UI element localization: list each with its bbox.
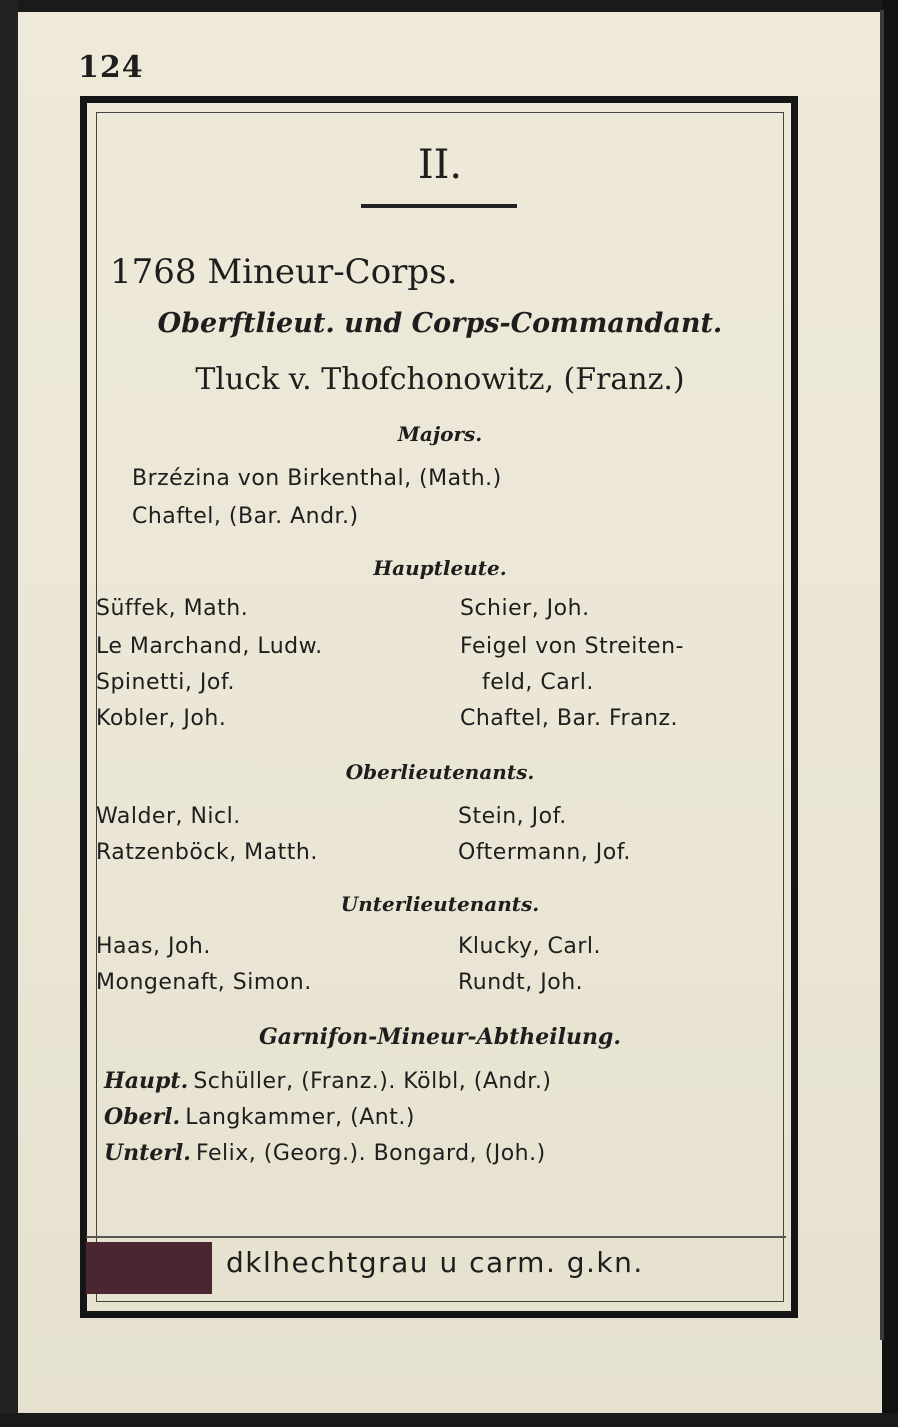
scan-edge-bottom bbox=[0, 1413, 898, 1427]
unterlieutenant-left-2: Mongenaft, Simon. bbox=[96, 970, 312, 995]
scan-edge-shadow bbox=[880, 10, 884, 1340]
oberlieutenant-left-2: Ratzenböck, Matth. bbox=[96, 840, 318, 865]
uniform-colors-note: dklhechtgrau u carm. g.kn. bbox=[226, 1246, 644, 1279]
commander-rank: Oberftlieut. und Corps-Commandant. bbox=[157, 308, 723, 339]
hauptmann-right-2: Feigel von Streiten- bbox=[460, 634, 684, 659]
oberlieutenant-right-1: Stein, Jof. bbox=[458, 804, 567, 829]
garnison-row-3 bbox=[104, 1140, 546, 1166]
hauptmann-right-4: Chaftel, Bar. Franz. bbox=[460, 706, 679, 731]
garnison-rank-unterlieutenant: Unterl. bbox=[104, 1140, 191, 1166]
garnison-names-unterlieutenant: Felix, (Georg.). Bongard, (Joh.) bbox=[196, 1141, 546, 1166]
scan-edge-right bbox=[882, 0, 898, 1427]
section-title-hauptleute: Hauptleute. bbox=[373, 556, 507, 580]
footer-rule bbox=[86, 1236, 786, 1238]
unterlieutenant-left-1: Haas, Joh. bbox=[96, 934, 211, 959]
oberlieutenant-left-1: Walder, Nicl. bbox=[96, 804, 241, 829]
section-heading: II. bbox=[417, 142, 463, 188]
garnison-row-2 bbox=[104, 1104, 415, 1130]
section-title-unterlieutenants: Unterlieutenants. bbox=[340, 892, 540, 916]
major-2: Chaftel, (Bar. Andr.) bbox=[132, 504, 359, 529]
hauptmann-right-1: Schier, Joh. bbox=[460, 596, 590, 621]
oberlieutenant-right-2: Oftermann, Jof. bbox=[458, 840, 631, 865]
major-1: Brzézina von Birkenthal, (Math.) bbox=[132, 466, 502, 491]
color-swatch bbox=[86, 1242, 212, 1294]
hauptmann-left-1: Süffek, Math. bbox=[96, 596, 249, 621]
section-title-majors: Majors. bbox=[397, 422, 483, 446]
hauptmann-left-3: Spinetti, Jof. bbox=[96, 670, 235, 695]
page-number: 124 bbox=[78, 50, 144, 85]
commander-name: Tluck v. Thofchonowitz, (Franz.) bbox=[195, 362, 685, 397]
corps-title: 1768 Mineur-Corps. bbox=[110, 252, 458, 292]
hauptmann-left-4: Kobler, Joh. bbox=[96, 706, 227, 731]
hauptmann-left-2: Le Marchand, Ludw. bbox=[96, 634, 323, 659]
garnison-names-oberlieutenant: Langkammer, (Ant.) bbox=[185, 1105, 415, 1130]
section-title-oberlieutenants: Oberlieutenants. bbox=[345, 760, 535, 784]
unterlieutenant-right-2: Rundt, Joh. bbox=[458, 970, 584, 995]
unterlieutenant-right-1: Klucky, Carl. bbox=[458, 934, 602, 959]
scan-edge-top bbox=[0, 0, 898, 12]
hauptmann-right-3: feld, Carl. bbox=[482, 670, 594, 695]
section-title-garnison: Garnifon-Mineur-Abtheilung. bbox=[258, 1024, 622, 1050]
garnison-rank-oberlieutenant: Oberl. bbox=[104, 1104, 181, 1130]
garnison-rank-hauptmann: Haupt. bbox=[104, 1068, 189, 1094]
garnison-row-1 bbox=[104, 1068, 551, 1094]
garnison-names-hauptmann: Schüller, (Franz.). Kölbl, (Andr.) bbox=[193, 1069, 552, 1094]
heading-rule bbox=[361, 204, 517, 208]
scan-edge-left bbox=[0, 0, 18, 1427]
